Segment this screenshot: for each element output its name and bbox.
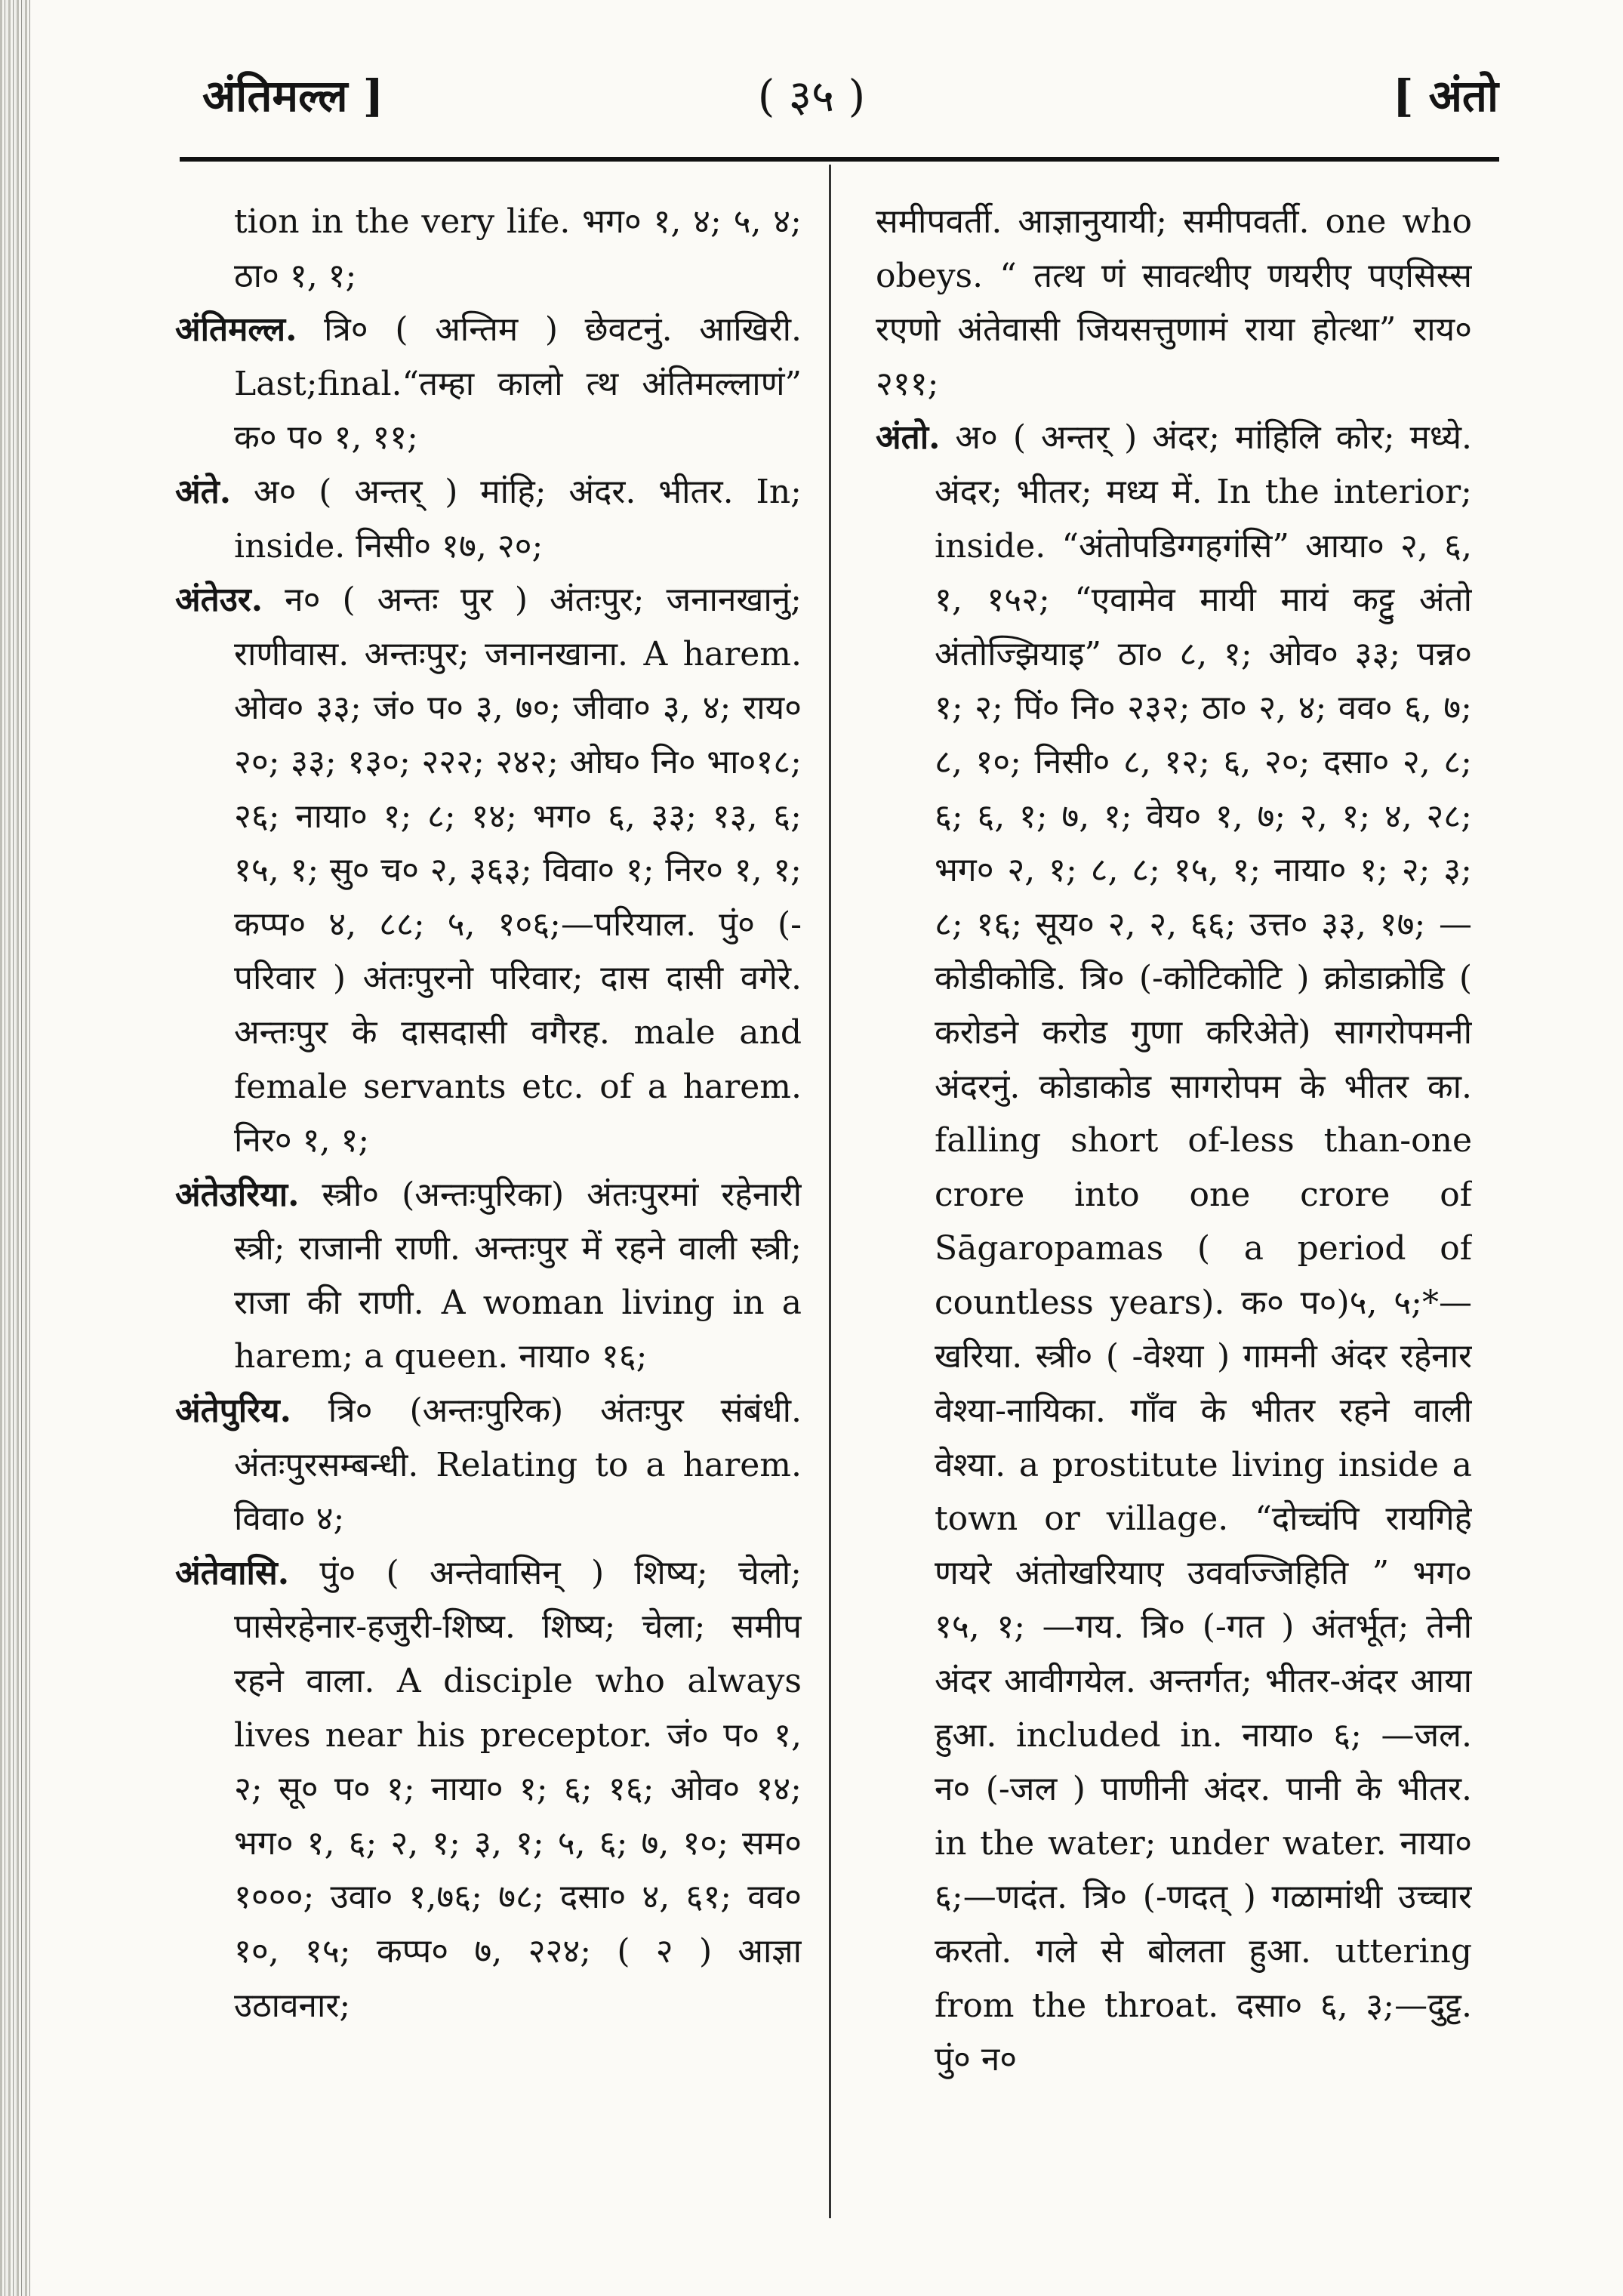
entry-text: पुं० ( अन्तेवासिन् ) शिष्य; चेलो; पासेरहेनार-हजुरी-शिष्य. शिष्य; चेला; समीप रहने वाला. A disciple who always lives near his preceptor. जं० प० १, २; सू० प० १; नाया० १; ६; १६; ओव० १४; भग० १, ६; २, १; ३, १; ५, ६; ७, १०; सम० १०००; उवा० १,७६; ७८; दसा० ४, ६१; वव० १०, १५; कप्प० ७, २२४; ( २ ) आज्ञा उठावनार; (234, 1553, 802, 2025)
entry-headword: अंते. (175, 472, 232, 511)
entry-text: न० ( अन्तः पुर ) अंतःपुर; जनानखानुं; राणीवास. अन्तःपुर; जनानखाना. A harem. ओव० ३३; जं० प० ३, ७०; जीवा० ३, ४; राय० २०; ३३; १३०; २२२; २४२; ओघ० नि० भा०१८; २६; नाया० १; ८; १४; भग० ६, ३३; १३, ६; १५, १; सु० च० २, ३६३; विवा० १; निर० १, १; कप्प० ४, ८८; ५, १०६;—परियाल. पुं० (-परिवार ) अंतःपुरनो परिवार; दास दासी वगेरे. अन्तःपुर के दासदासी वगैरह. male and female servants etc. of a harem. निर० १, १; (234, 581, 802, 1160)
dictionary-entry (175, 303, 802, 465)
dictionary-entry (175, 1546, 802, 2032)
right-column (876, 195, 1472, 2218)
entry-headword: अंतेवासि. (175, 1553, 290, 1592)
page-binding-edge (0, 0, 30, 2296)
running-head-left: अंतिमल्ल ] (202, 70, 384, 122)
dictionary-entry (175, 465, 802, 573)
dictionary-entry (175, 1384, 802, 1546)
dictionary-entry (876, 411, 1472, 2086)
dictionary-entry (175, 1168, 802, 1384)
entry-headword: अंतेपुरिय. (175, 1391, 291, 1431)
entry-headword: अंतिमल्ल. (175, 310, 297, 350)
entry-text: समीपवर्ती. आज्ञानुयायी; समीपवर्ती. one who obeys. “ तत्थ णं सावत्थीए णयरीए पएसिस्स रएणो अंतेवासी जियसत्तुणामं राया होत्था” राय० २११; (876, 202, 1472, 403)
entry-continuation (876, 195, 1472, 411)
dictionary-entry (175, 573, 802, 1168)
entry-text: त्रि० ( अन्तिम ) छेवटनुं. आखिरी. Last;final.“तम्हा कालो त्थ अंतिमल्लाणं” क० प० १, ११; (234, 310, 802, 458)
entry-text: अ० ( अन्तर् ) मांहि; अंदर. भीतर. In; inside. निसी० १७, २०; (231, 472, 802, 566)
entry-text: स्त्री० (अन्तःपुरिका) अंतःपुरमां रहेनारी स्त्री; राजानी राणी. अन्तःपुर में रहने वाली स्त्री; राजा की राणी. A woman living in a harem; a queen. नाया० १६; (234, 1175, 802, 1376)
header-rule (180, 157, 1499, 162)
left-column (175, 195, 802, 2218)
entry-headword: अंतेउरिया. (175, 1175, 300, 1214)
entry-text: त्रि० (अन्तःपुरिक) अंतःपुर संबंधी. अंतःपुरसम्बन्धी. Relating to a harem. विवा० ४; (234, 1391, 802, 1539)
entry-headword: अंतेउर. (175, 581, 263, 620)
entry-text: tion in the very life. भग० १, ४; ५, ४; ठा० १, १; (234, 202, 802, 295)
running-head-right: [ अंतो (1392, 70, 1498, 122)
entry-text: अ० ( अन्तर् ) अंदर; मांहिलि कोर; मध्ये. अंदर; भीतर; मध्य में. In the interior; inside. “अंतोपडिग्गहगंसि” आया० २, ६, १, १५२; “एवामेव मायी मायं कट्टु अंतो अंतोज्झियाइ” ठा० ८, १; ओव० ३३; पन्न० १; २; पिं० नि० २३२; ठा० २, ४; वव० ६, ७; ८, १०; निसी० ८, १२; ६, २०; दसा० २, ८; ६; ६, १; ७, १; वेय० १, ७; २, १; ४, २८; भग० २, १; ८, ८; १५, १; नाया० १; २; ३; ८; १६; सूय० २, २, ६६; उत्त० ३३, १७; —कोडीकोडि. त्रि० (-कोटिकोटि ) क्रोडाक्रोडि ( करोडने करोड गुणा करिअेते) सागरोपमनी अंदरनुं. कोडाकोड सागरोपम के भीतर का. falling short of-less than-one crore into one crore of Sāgaropamas ( a period of countless years). क० प०)५, ५;*—खरिया. स्त्री० ( -वेश्या ) गामनी अंदर रहेनार वेश्या-नायिका. गाँव के भीतर रहने वाली वेश्या. a prostitute living inside a town or village. “दोच्चंपि रायगिहे णयरे अंतोखरियाए उववज्जिहिति ” भग० १५, १; —गय. त्रि० (-गत ) अंतर्भूत; तेनी अंदर आवीगयेल. अन्तर्गत; भीतर-अंदर आया हुआ. included in. नाया० ६; —जल. न० (-जल ) पाणीनी अंदर. पानी के भीतर. in the water; under water. नाया० ६;—णदंत. त्रि० (-णदत् ) गळामांथी उच्चार करतो. गले से बोलता हुआ. uttering from the throat. दसा० ६, ३;—दुट्ट. पुं० न० (935, 418, 1472, 2079)
entry-headword: अंतो. (876, 418, 941, 458)
entry-continuation (175, 195, 802, 303)
page-number: ( ३५ ) (757, 70, 866, 122)
column-divider (829, 165, 831, 2218)
